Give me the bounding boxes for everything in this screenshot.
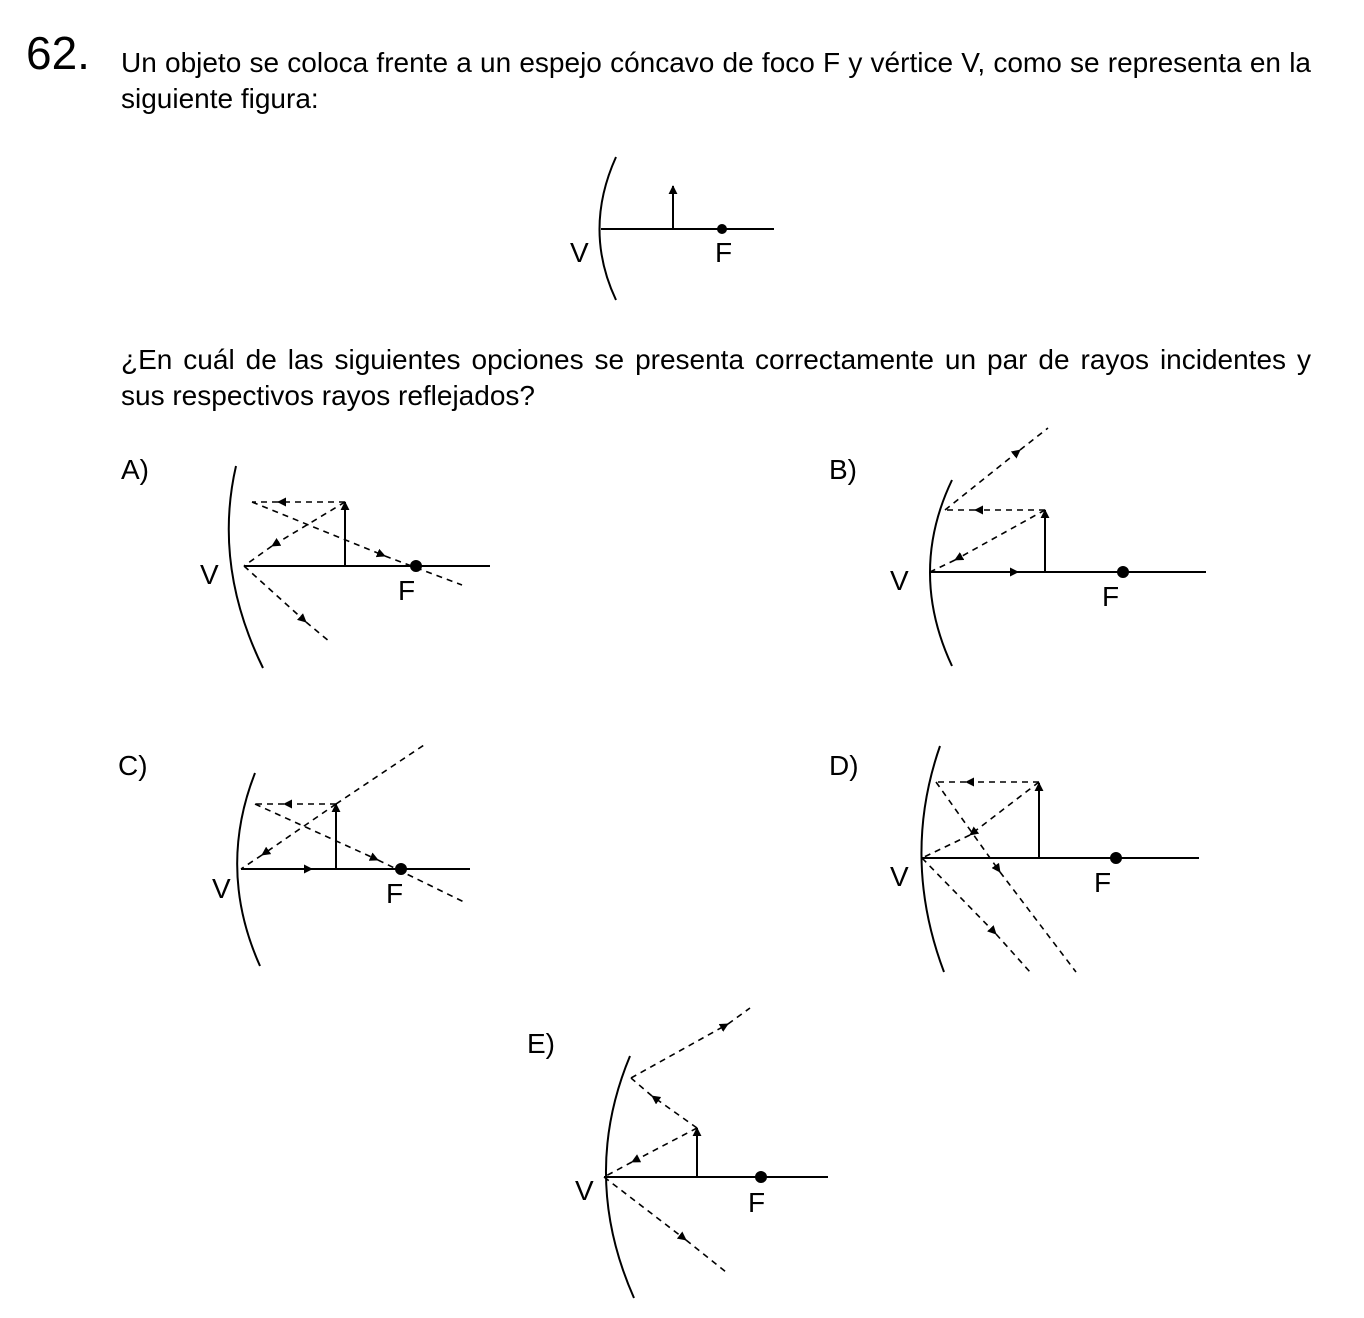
reflected-ray-through-focus xyxy=(255,804,378,860)
option-c-label: C) xyxy=(118,750,148,781)
focus-label: F xyxy=(398,575,416,606)
reflected-ray-extension xyxy=(385,556,462,585)
incident-ray-upper-segment xyxy=(631,1078,652,1096)
option-e-label: E) xyxy=(527,1028,555,1059)
reflected-ray-up xyxy=(631,1024,728,1078)
vertex-label: V xyxy=(212,873,231,904)
option-c-figure xyxy=(212,745,470,966)
vertex-label: V xyxy=(890,861,909,892)
problem-figure xyxy=(570,157,774,300)
incident-ray-to-vertex-segment xyxy=(922,835,970,858)
question-statement: Un objeto se coloca frente a un espejo cóncavo de foco F y vértice V, como se representa en la siguiente figura: xyxy=(121,47,1311,114)
ray-extension-up xyxy=(336,745,424,804)
focus-point xyxy=(718,225,726,233)
option-a-figure xyxy=(200,466,490,668)
focus-label: F xyxy=(1102,581,1120,612)
option-d-label: D) xyxy=(829,750,859,781)
focus-point xyxy=(396,864,406,874)
option-b-figure xyxy=(890,428,1206,666)
focus-label: F xyxy=(386,878,404,909)
question-number: 62. xyxy=(26,27,90,79)
vertex-label: V xyxy=(200,559,219,590)
incident-ray-to-vertex-segment xyxy=(930,560,955,572)
incident-ray-to-vertex xyxy=(262,804,336,855)
reflected-ray-from-vertex xyxy=(922,858,996,934)
vertex-label: V xyxy=(575,1175,594,1206)
reflected-ray-up-extension xyxy=(728,1008,750,1024)
option-b-label: B) xyxy=(829,454,857,485)
reflected-ray-down-extension xyxy=(1000,872,1076,972)
vertex-label: V xyxy=(890,565,909,596)
focus-point xyxy=(1111,853,1121,863)
vertex-label: V xyxy=(570,237,589,268)
reflected-ray-from-vertex-extension xyxy=(996,934,1030,972)
incident-ray-to-vertex-segment xyxy=(244,546,272,566)
reflected-ray-from-vertex xyxy=(244,566,306,622)
reflected-ray-from-vertex xyxy=(604,1177,686,1240)
question-prompt: ¿En cuál de las siguientes opciones se presenta correctamente un par de rayos incidentes y sus respectivos rayos reflejados? xyxy=(121,344,1311,411)
incident-ray-to-vertex-segment xyxy=(604,1162,632,1177)
incident-ray-to-vertex xyxy=(272,502,345,546)
reflected-ray-up-extension xyxy=(1020,428,1048,450)
option-e-figure xyxy=(575,1008,828,1298)
reflected-ray-up xyxy=(945,450,1020,510)
focus-label: F xyxy=(1094,867,1112,898)
reflected-ray-through-focus xyxy=(252,502,385,556)
incident-ray-to-vertex xyxy=(955,510,1045,560)
incident-ray-upper xyxy=(652,1096,697,1128)
focus-point xyxy=(756,1172,766,1182)
incident-ray-to-vertex xyxy=(632,1128,697,1162)
reflected-ray-from-vertex-extension xyxy=(686,1240,726,1272)
option-d-figure xyxy=(890,746,1199,972)
incident-ray-to-vertex xyxy=(970,782,1039,835)
focus-label: F xyxy=(748,1187,766,1218)
option-a-label: A) xyxy=(121,454,149,485)
focus-label: F xyxy=(715,237,733,268)
reflected-ray-from-vertex-extension xyxy=(306,622,330,642)
incident-ray-to-vertex-segment xyxy=(241,855,262,869)
